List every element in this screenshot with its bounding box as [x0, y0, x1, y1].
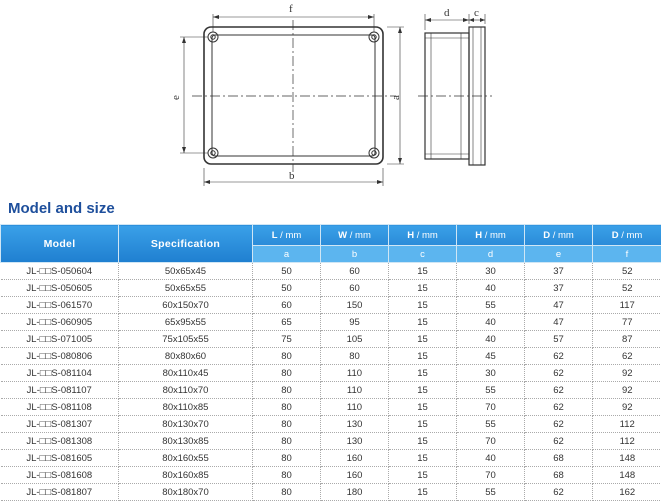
- front-view-inner: [212, 35, 375, 156]
- cell-spec: 80x160x55: [119, 450, 253, 467]
- cell-c: 15: [389, 467, 457, 484]
- cell-c: 15: [389, 450, 457, 467]
- cell-b: 160: [321, 450, 389, 467]
- cell-d: 40: [457, 331, 525, 348]
- table-row: [1, 297, 661, 314]
- cell-e: 62: [525, 365, 593, 382]
- table-row: [1, 484, 661, 501]
- header-col: D / mm: [593, 225, 661, 246]
- header-col: W / mm: [321, 225, 389, 246]
- cell-b: 110: [321, 382, 389, 399]
- cell-d: 30: [457, 365, 525, 382]
- cell-e: 37: [525, 280, 593, 297]
- cell-f: 62: [593, 348, 661, 365]
- subheader-a: a: [253, 246, 321, 263]
- cell-model: JL-□□S-050605: [1, 280, 119, 297]
- cell-model: JL-□□S-061570: [1, 297, 119, 314]
- cell-b: 60: [321, 280, 389, 297]
- cell-c: 15: [389, 416, 457, 433]
- cell-b: 80: [321, 348, 389, 365]
- cell-f: 117: [593, 297, 661, 314]
- cell-model: JL-□□S-081608: [1, 467, 119, 484]
- cell-model: JL-□□S-081605: [1, 450, 119, 467]
- table-row: [1, 365, 661, 382]
- cell-e: 62: [525, 348, 593, 365]
- cell-f: 87: [593, 331, 661, 348]
- cell-spec: 80x80x60: [119, 348, 253, 365]
- subheader-b: b: [321, 246, 389, 263]
- cell-b: 150: [321, 297, 389, 314]
- cell-c: 15: [389, 365, 457, 382]
- cell-model: JL-□□S-081108: [1, 399, 119, 416]
- cell-spec: 80x130x85: [119, 433, 253, 450]
- cell-model: JL-□□S-081107: [1, 382, 119, 399]
- cell-d: 40: [457, 314, 525, 331]
- cell-model: JL-□□S-081307: [1, 416, 119, 433]
- screw-hole-bl: [208, 148, 218, 158]
- front-view-outer: [204, 27, 383, 164]
- cell-c: 15: [389, 263, 457, 280]
- cell-a: 65: [253, 314, 321, 331]
- cell-spec: 80x110x70: [119, 382, 253, 399]
- table-row: [1, 467, 661, 484]
- cell-model: JL-□□S-050604: [1, 263, 119, 280]
- subheader-e: e: [525, 246, 593, 263]
- table-header-row: [1, 225, 661, 246]
- table-row: [1, 314, 661, 331]
- cell-spec: 80x110x45: [119, 365, 253, 382]
- cell-f: 52: [593, 263, 661, 280]
- subheader-d: d: [457, 246, 525, 263]
- cell-c: 15: [389, 280, 457, 297]
- cell-c: 15: [389, 382, 457, 399]
- header-col: H / mm: [389, 225, 457, 246]
- dim-label-b: b: [289, 170, 295, 182]
- table-row: [1, 450, 661, 467]
- cell-a: 80: [253, 450, 321, 467]
- cell-model: JL-□□S-060905: [1, 314, 119, 331]
- cell-f: 112: [593, 433, 661, 450]
- cell-model: JL-□□S-080806: [1, 348, 119, 365]
- cell-a: 80: [253, 365, 321, 382]
- cell-c: 15: [389, 484, 457, 501]
- cell-spec: 60x150x70: [119, 297, 253, 314]
- cell-f: 92: [593, 382, 661, 399]
- cell-e: 62: [525, 433, 593, 450]
- cell-b: 130: [321, 416, 389, 433]
- model-size-table: [0, 224, 661, 501]
- cell-c: 15: [389, 433, 457, 450]
- cell-a: 80: [253, 416, 321, 433]
- cell-d: 40: [457, 450, 525, 467]
- cell-spec: 50x65x45: [119, 263, 253, 280]
- header-col: L / mm: [253, 225, 321, 246]
- dim-label-e: e: [170, 95, 182, 100]
- header-specification: Specification: [119, 225, 253, 263]
- cell-spec: 75x105x55: [119, 331, 253, 348]
- screw-hole-tl: [208, 32, 218, 42]
- dim-label-a: a: [390, 95, 402, 100]
- cell-a: 75: [253, 331, 321, 348]
- cell-e: 68: [525, 450, 593, 467]
- cell-model: JL-□□S-071005: [1, 331, 119, 348]
- cell-model: JL-□□S-081104: [1, 365, 119, 382]
- cell-spec: 65x95x55: [119, 314, 253, 331]
- subheader-c: c: [389, 246, 457, 263]
- cell-spec: 80x130x70: [119, 416, 253, 433]
- cell-spec: 80x160x85: [119, 467, 253, 484]
- cell-c: 15: [389, 314, 457, 331]
- cell-c: 15: [389, 297, 457, 314]
- cell-e: 37: [525, 263, 593, 280]
- cell-d: 45: [457, 348, 525, 365]
- screw-hole-tr: [369, 32, 379, 42]
- cell-e: 62: [525, 399, 593, 416]
- cell-b: 130: [321, 433, 389, 450]
- cell-a: 80: [253, 399, 321, 416]
- section-title: Model and size: [8, 200, 115, 217]
- cell-spec: 80x180x70: [119, 484, 253, 501]
- table-row: [1, 399, 661, 416]
- cell-d: 70: [457, 399, 525, 416]
- table-row: [1, 382, 661, 399]
- table-row: [1, 433, 661, 450]
- cell-e: 62: [525, 416, 593, 433]
- cell-e: 57: [525, 331, 593, 348]
- cell-model: JL-□□S-081308: [1, 433, 119, 450]
- cell-a: 60: [253, 297, 321, 314]
- cell-b: 110: [321, 365, 389, 382]
- cell-f: 112: [593, 416, 661, 433]
- cell-e: 68: [525, 467, 593, 484]
- enclosure-drawing: [0, 0, 661, 195]
- cell-a: 80: [253, 467, 321, 484]
- cell-spec: 50x65x55: [119, 280, 253, 297]
- cell-f: 92: [593, 399, 661, 416]
- cell-b: 110: [321, 399, 389, 416]
- table-row: [1, 416, 661, 433]
- cell-c: 15: [389, 331, 457, 348]
- cell-c: 15: [389, 399, 457, 416]
- cell-f: 52: [593, 280, 661, 297]
- cell-d: 55: [457, 416, 525, 433]
- table-row: [1, 348, 661, 365]
- cell-b: 160: [321, 467, 389, 484]
- header-model: Model: [1, 225, 119, 263]
- cell-a: 80: [253, 382, 321, 399]
- cell-f: 148: [593, 467, 661, 484]
- dim-label-d: d: [444, 7, 450, 19]
- table-row: [1, 331, 661, 348]
- cell-b: 95: [321, 314, 389, 331]
- cell-a: 80: [253, 484, 321, 501]
- cell-c: 15: [389, 348, 457, 365]
- cell-e: 47: [525, 314, 593, 331]
- header-col: D / mm: [525, 225, 593, 246]
- cell-d: 30: [457, 263, 525, 280]
- cell-d: 55: [457, 297, 525, 314]
- cell-f: 77: [593, 314, 661, 331]
- cell-a: 50: [253, 280, 321, 297]
- cell-a: 80: [253, 433, 321, 450]
- table-row: [1, 263, 661, 280]
- cell-d: 70: [457, 467, 525, 484]
- cell-b: 180: [321, 484, 389, 501]
- cell-e: 47: [525, 297, 593, 314]
- cell-e: 62: [525, 382, 593, 399]
- dim-label-c: c: [474, 7, 479, 19]
- cell-d: 70: [457, 433, 525, 450]
- table-row: [1, 280, 661, 297]
- cell-b: 105: [321, 331, 389, 348]
- side-view: [418, 14, 492, 165]
- screw-hole-br: [369, 148, 379, 158]
- dim-label-f: f: [289, 3, 293, 15]
- cell-d: 55: [457, 382, 525, 399]
- subheader-f: f: [593, 246, 661, 263]
- table-body: [1, 263, 661, 501]
- cell-d: 55: [457, 484, 525, 501]
- cell-f: 162: [593, 484, 661, 501]
- cell-b: 60: [321, 263, 389, 280]
- header-col: H / mm: [457, 225, 525, 246]
- cell-d: 40: [457, 280, 525, 297]
- cell-spec: 80x110x85: [119, 399, 253, 416]
- cell-a: 80: [253, 348, 321, 365]
- cell-a: 50: [253, 263, 321, 280]
- cell-f: 92: [593, 365, 661, 382]
- cell-e: 62: [525, 484, 593, 501]
- cell-model: JL-□□S-081807: [1, 484, 119, 501]
- cell-f: 148: [593, 450, 661, 467]
